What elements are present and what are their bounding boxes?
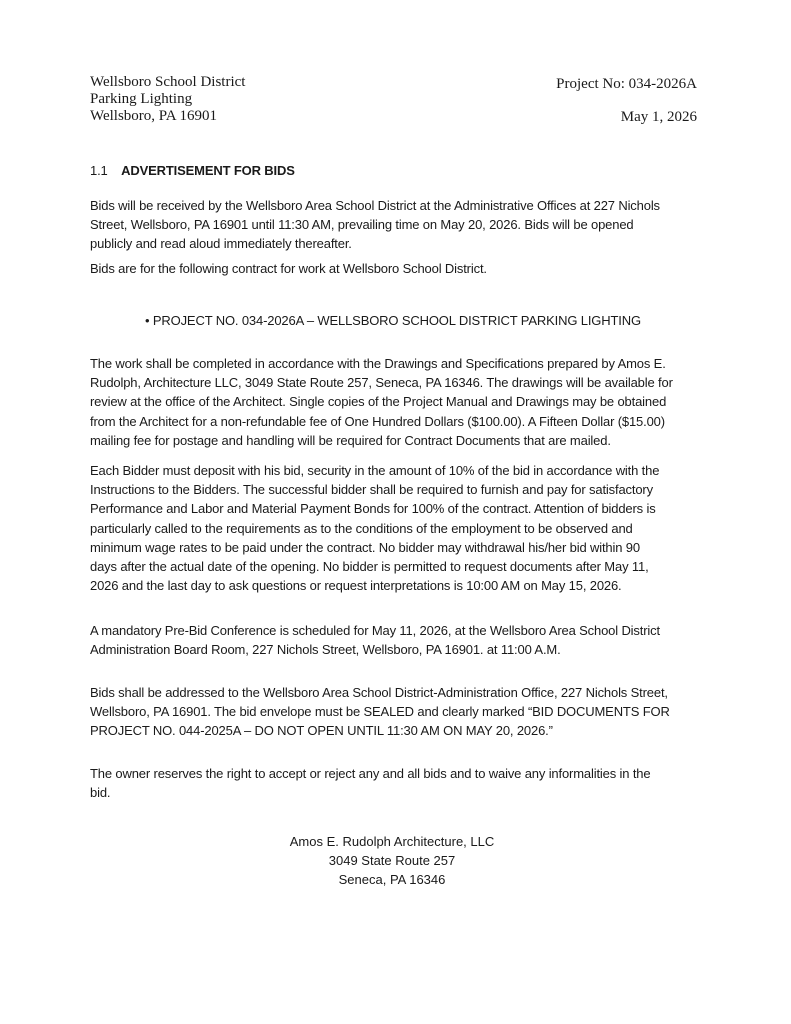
text-line: Street, Wellsboro, PA 16901 until 11:30 AM, prevailing time on May 20, 2026. Bids will be opened (90, 217, 634, 233)
paragraph-addressing (90, 683, 670, 741)
section-heading (90, 161, 295, 180)
section-number: 1.1 (90, 163, 108, 178)
text-line: Rudolph, Architecture LLC, 3049 State Route 257, Seneca, PA 16346. The drawings will be available for (90, 375, 673, 391)
text-line: bid. (90, 785, 111, 801)
section-title: ADVERTISEMENT FOR BIDS (121, 163, 295, 178)
paragraph-bid-receipt (90, 196, 660, 254)
text-line: Each Bidder must deposit with his bid, security in the amount of 10% of the bid in accordance with the (90, 463, 660, 478)
project-name: Parking Lighting (90, 91, 193, 107)
document-date: May 1, 2026 (620, 109, 697, 125)
paragraph-owner-rights (90, 764, 650, 802)
architect-city: Seneca, PA 16346 (338, 872, 446, 887)
owner-city: Wellsboro, PA 16901 (90, 108, 218, 124)
owner-name: Wellsboro School District (90, 74, 246, 90)
text-line: publicly and read aloud immediately thereafter. (90, 236, 352, 252)
text-line: Wellsboro, PA 16901. The bid envelope must be SEALED and clearly marked “BID DOCUMENTS FOR (90, 704, 670, 720)
text-line: The owner reserves the right to accept or reject any and all bids and to waive any informalities in the (90, 766, 651, 781)
text-line: from the Architect for a non-refundable fee of One Hundred Dollars ($100.00). A Fifteen Dollar ($15.00) (90, 413, 665, 429)
text-line: Administration Board Room, 227 Nichols Street, Wellsboro, PA 16901. at 11:00 A.M. (90, 642, 561, 658)
text-line: Bids shall be addressed to the Wellsboro Area School District-Administration Office, 227 Nichols Street, (90, 685, 668, 700)
text-line: Instructions to the Bidders. The successful bidder shall be required to furnish and pay for satisfactory (90, 482, 653, 498)
text-line: PROJECT NO. 044-2025A – DO NOT OPEN UNTIL 11:30 AM ON MAY 20, 2026.” (90, 723, 553, 739)
paragraph-contract-intro (90, 259, 487, 278)
owner-address (90, 74, 245, 125)
project-number: Project No: 034-2026A (556, 76, 697, 92)
text-line: The work shall be completed in accordance with the Drawings and Specifications prepared by Amos E. (90, 356, 666, 371)
text-line: minimum wage rates to be paid under the contract. No bidder may withdrawal his/her bid within 90 (90, 539, 640, 555)
text-line: • PROJECT NO. 034-2026A – WELLSBORO SCHOOL DISTRICT PARKING LIGHTING (145, 313, 641, 328)
paragraph-bid-security (90, 461, 659, 595)
text-line: A mandatory Pre-Bid Conference is scheduled for May 11, 2026, at the Wellsboro Area School District (90, 623, 660, 638)
paragraph-pre-bid (90, 621, 660, 659)
architect-street: 3049 State Route 257 (328, 853, 456, 868)
text-line: days after the actual date of the opening. No bidder is permitted to request documents after May 11, (90, 559, 649, 575)
text-line: 2026 and the last day to ask questions or request interpretations is 10:00 AM on May 15, 2026. (90, 578, 622, 594)
text-line: Performance and Labor and Material Payment Bonds for 100% of the contract. Attention of bidders is (90, 501, 656, 517)
text-line: Bids will be received by the Wellsboro Area School District at the Administrative Offices at 227 Nichols (90, 198, 660, 213)
text-line: mailing fee for postage and handling will be required for Contract Documents that are mailed. (90, 432, 611, 448)
bullet-project (145, 311, 641, 330)
text-line: particularly called to the requirements as to the conditions of the employment to be observed and (90, 520, 633, 536)
architect-name: Amos E. Rudolph Architecture, LLC (289, 834, 495, 849)
architect-signature-block (0, 832, 784, 889)
paragraph-drawings (90, 354, 673, 450)
text-line: Bids are for the following contract for work at Wellsboro School District. (90, 261, 487, 276)
text-line: review at the office of the Architect. Single copies of the Project Manual and Drawings may be obtained (90, 394, 667, 410)
